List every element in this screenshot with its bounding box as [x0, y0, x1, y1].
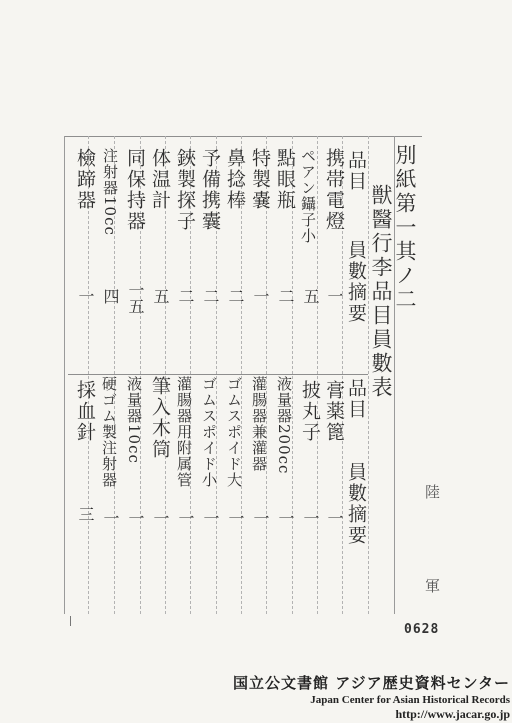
item-name: 鋏製探子 [174, 148, 196, 232]
item-qty: 一 [76, 288, 95, 304]
item-qty: 一 [325, 510, 344, 526]
item-name: 披丸子 [299, 380, 321, 443]
item-name: 筆入木筒 [149, 376, 171, 460]
item-name: 同保持器 [124, 148, 146, 232]
side-stamp-top: 陸 [423, 484, 441, 500]
item-qty: 二 [226, 288, 245, 304]
archive-name-en: Japan Center for Asian Historical Records [310, 694, 510, 706]
item-name: 採血針 [74, 380, 96, 443]
item-name: 液量器200cc [275, 376, 293, 475]
item-qty: 一 [226, 510, 245, 526]
item-qty: 一 [325, 288, 344, 304]
item-name: 鼻捻棒 [224, 148, 246, 211]
item-name: 体温計 [149, 148, 171, 211]
item-qty: 四 [101, 288, 120, 304]
item-qty: 一 [301, 510, 320, 526]
item-name: 灌腸器兼灌器 [250, 376, 268, 472]
table-left-rule [64, 136, 65, 614]
item-name: ゴムスポイド大 [225, 376, 243, 488]
column-rule [317, 136, 318, 614]
item-qty: 五 [151, 288, 170, 304]
item-qty: 一 [276, 510, 295, 526]
item-qty: 一 [126, 510, 145, 526]
item-qty: 三 [76, 506, 95, 522]
archive-name-jp: 国立公文書館 アジア歴史資料センター [232, 674, 510, 692]
item-qty: 二 [201, 288, 220, 304]
archive-url[interactable]: http://www.jacar.go.jp [395, 707, 510, 721]
item-name: 特製嚢 [249, 148, 271, 211]
item-qty: 五 [301, 288, 320, 304]
item-name: ゴムスポイド小 [200, 376, 218, 488]
document-heading: 別紙第一其ノ二 [393, 144, 417, 312]
item-qty: 二 [276, 288, 295, 304]
page-number: 0628 [404, 622, 440, 637]
header-item-col: 品目 [345, 150, 367, 192]
item-name: 點眼瓶 [274, 148, 296, 211]
item-name: 予備携囊 [199, 148, 221, 232]
item-name: 硬ゴム製注射器 [100, 376, 118, 488]
side-stamp-bottom: 軍 [423, 578, 441, 594]
item-qty: 一 [251, 288, 270, 304]
item-name: 携帯電燈 [323, 148, 345, 232]
item-qty: 一 [201, 510, 220, 526]
item-qty: 一 [151, 510, 170, 526]
header-qty-col-2: 員數摘要 [345, 462, 367, 546]
margin-tick [70, 616, 71, 626]
item-qty: 一 [176, 510, 195, 526]
item-qty: 一 [101, 510, 120, 526]
item-name: 注射器10cc [101, 148, 119, 236]
item-name: 檢蹄器 [74, 148, 96, 211]
item-name: 膏薬篦 [323, 380, 345, 443]
item-name: 液量器10cc [125, 376, 143, 464]
header-item-col-2: 品目 [345, 378, 367, 420]
item-name: 灌腸器用附属管 [175, 376, 193, 488]
archive-footer [200, 672, 510, 722]
item-qty: 一五 [126, 282, 145, 314]
item-qty: 一 [251, 510, 270, 526]
header-qty-col: 員數摘要 [345, 240, 367, 324]
item-qty: 二 [176, 288, 195, 304]
document-title: 獣醫行李品目員數表 [369, 184, 393, 400]
table-middle-rule [68, 374, 368, 375]
item-name: ペアン鑷子小 [299, 148, 317, 244]
